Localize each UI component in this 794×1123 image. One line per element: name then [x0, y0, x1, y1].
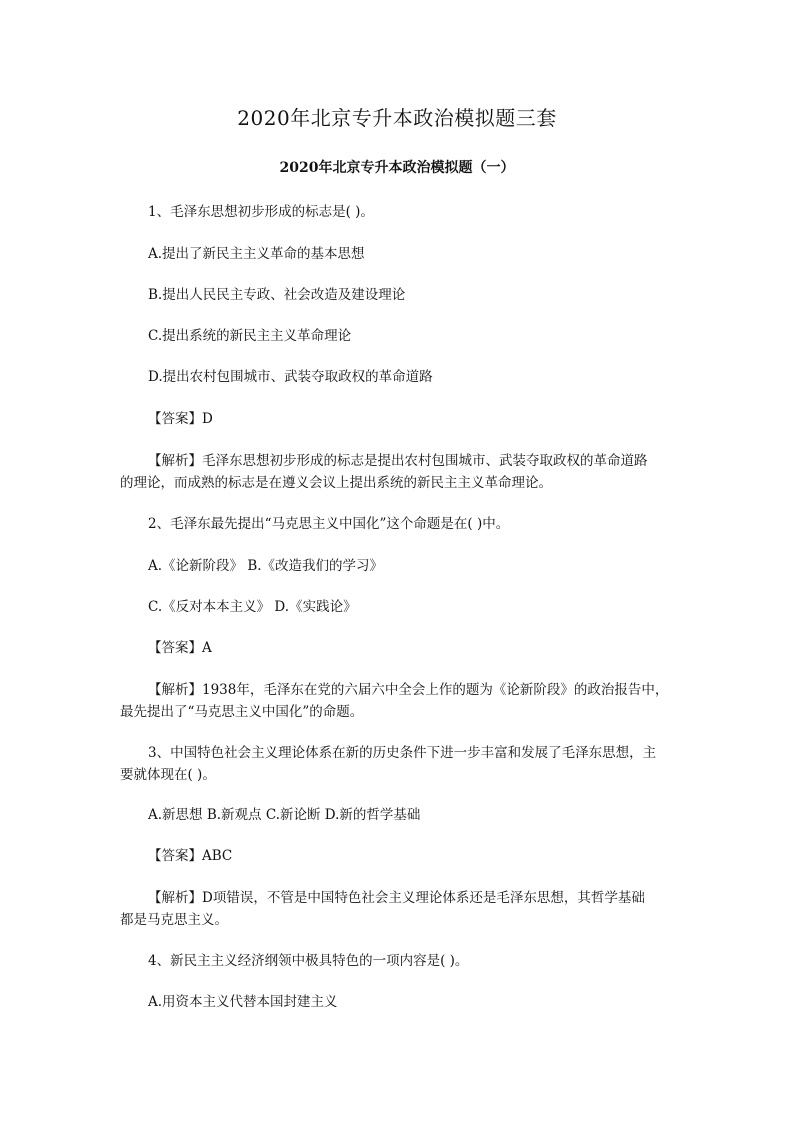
question-1-option-d: D.提出农村包围城市、武装夺取政权的革命道路 — [148, 369, 433, 385]
question-1-option-a: A.提出了新民主主义革命的基本思想 — [148, 246, 365, 262]
question-3-stem-cont: 要就体现在( )。 — [120, 767, 216, 783]
document-title: 2020年北京专升本政治模拟题三套 — [237, 106, 557, 130]
question-2-analysis: 【解析】1938年，毛泽东在党的六届六中全会上作的题为《论新阶段》的政治报告中， — [148, 682, 669, 698]
question-3-analysis-cont: 都是马克思主义。 — [120, 912, 228, 928]
question-4-stem: 4、新民主主义经济纲领中极具特色的一项内容是( )。 — [148, 953, 469, 969]
question-2-stem: 2、毛泽东最先提出“马克思主义中国化”这个命题是在( )中。 — [148, 516, 510, 532]
question-1-option-b: B.提出人民民主专政、社会改造及建设理论 — [148, 287, 406, 303]
question-3-options: A.新思想 B.新观点 C.新论断 D.新的哲学基础 — [148, 807, 421, 823]
question-4-option-a: A.用资本主义代替本国封建主义 — [148, 994, 338, 1010]
question-2-answer: 【答案】A — [148, 640, 212, 656]
question-3-answer: 【答案】ABC — [148, 848, 233, 864]
question-2-options-ab: A.《论新阶段》 B.《改造我们的学习》 — [148, 558, 384, 574]
question-1-stem: 1、毛泽东思想初步形成的标志是( )。 — [148, 204, 374, 220]
question-1-answer: 【答案】D — [148, 411, 213, 427]
question-3-stem: 3、中国特色社会主义理论体系在新的历史条件下进一步丰富和发展了毛泽东思想，主 — [148, 745, 657, 761]
question-1-option-c: C.提出系统的新民主主义革命理论 — [148, 328, 352, 344]
question-1-analysis-cont: 的理论，而成熟的标志是在遵义会议上提出系统的新民主主义革命理论。 — [120, 475, 552, 491]
question-2-analysis-cont: 最先提出了“马克思主义中国化”的命题。 — [120, 704, 364, 720]
question-3-analysis: 【解析】D项错误，不管是中国特色社会主义理论体系还是毛泽东思想，其哲学基础 — [148, 890, 645, 906]
question-2-options-cd: C.《反对本本主义》 D.《实践论》 — [148, 599, 357, 615]
question-1-analysis: 【解析】毛泽东思想初步形成的标志是提出农村包围城市、武装夺取政权的革命道路 — [148, 453, 648, 469]
document-subtitle: 2020年北京专升本政治模拟题（一） — [279, 160, 515, 176]
